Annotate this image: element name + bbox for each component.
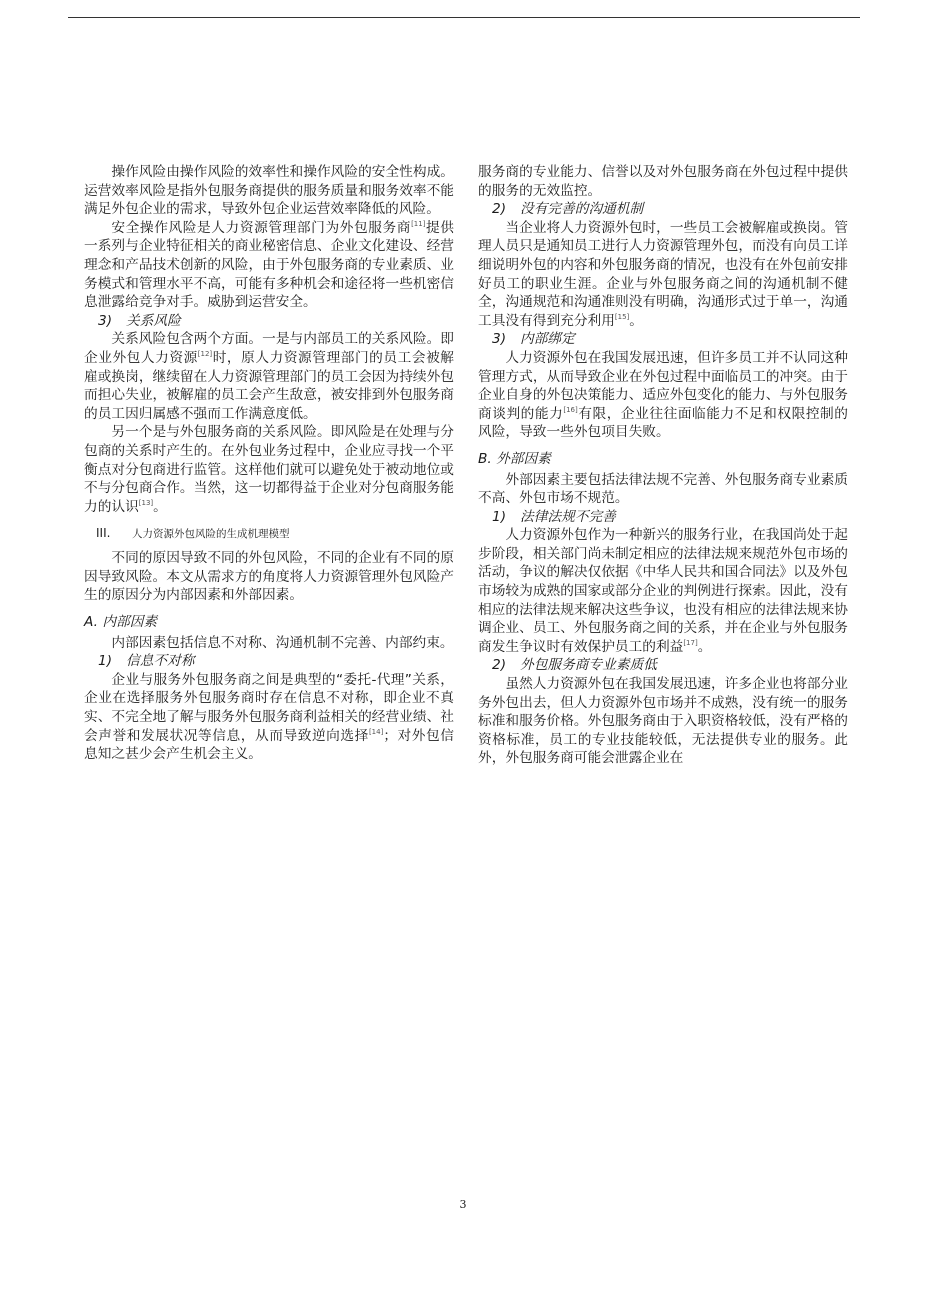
citation: [11] xyxy=(411,219,426,228)
paragraph: 外部因素主要包括法律法规不完善、外包服务商专业素质不高、外包市场不规范。 xyxy=(478,471,848,507)
paragraph: 不同的原因导致不同的外包风险，不同的企业有不同的原因导致风险。本文从需求方的角度将人力资源管理外包风险产生的原因分为内部因素和外部因素。 xyxy=(84,550,454,604)
paragraph: 人力资源外包作为一种新兴的服务行业，在我国尚处于起步阶段，相关部门尚未制定相应的法律法规来规范外包市场的活动，争议的解决仅依据《中华人民共和国合同法》以及外包市场较为成熟的国家或部分企业的判例进行探索。因此，没有相应的法律法规来解决这些争议，也没有相应的法律法规来协调企业、员工、外包服务商之间的关系，并在企业与外包服务商发生争议时有效保护员工的利益[17]。 xyxy=(478,527,848,655)
citation: [16] xyxy=(563,405,578,414)
subsection-heading: 3) 内部绑定 xyxy=(492,331,575,348)
left-column xyxy=(84,163,454,764)
subsection-heading: 2) 没有完善的沟通机制 xyxy=(492,201,644,218)
paragraph: 安全操作风险是人力资源管理部门为外包服务商[11]提供一系列与企业特征相关的商业秘密信息、企业文化建设、经营理念和产品技术创新的风险，由于外包服务商的专业素质、业务模式和管理水平不高，可能有多种机会和途径将一些机密信息泄露给竞争对手。威胁到运营安全。 xyxy=(84,219,454,311)
section-heading-a: A. 内部因素 xyxy=(84,614,158,631)
section-heading: III. 人力资源外包风险的生成机理模型 xyxy=(96,526,290,541)
section-heading-b: B. 外部因素 xyxy=(478,450,551,467)
header-rule xyxy=(68,17,860,18)
citation: [13] xyxy=(138,498,154,507)
citation: [14] xyxy=(368,727,384,736)
paragraph: 当企业将人力资源外包时，一些员工会被解雇或换岗。管理人员只是通知员工进行人力资源管理外包，而没有向员工详细说明外包的内容和外包服务商的情况，也没有在外包前安排好员工的职业生涯。企业与外包服务商之间的沟通机制不健全，沟通规范和沟通准则没有明确，沟通形式过于单一，沟通工具没有得到充分利用[15]。 xyxy=(478,219,848,329)
citation: [12] xyxy=(197,349,213,358)
paragraph: 操作风险由操作风险的效率性和操作风险的安全性构成。运营效率风险是指外包服务商提供的服务质量和服务效率不能满足外包企业的需求，导致外包企业运营效率降低的风险。 xyxy=(84,164,454,218)
paragraph: 服务商的专业能力、信誉以及对外包服务商在外包过程中提供的服务的无效监控。 xyxy=(478,164,848,199)
right-column xyxy=(478,163,848,768)
paragraph: 虽然人力资源外包在我国发展迅速，许多企业也将部分业务外包出去，但人力资源外包市场并不成熟，没有统一的服务标准和服务价格。外包服务商由于入职资格较低，没有严格的资格标准，员工的专业技能较低，无法提供专业的服务。此外，外包服务商可能会泄露企业在 xyxy=(478,676,848,767)
paragraph: 内部因素包括信息不对称、沟通机制不完善、内部约束。 xyxy=(111,634,454,651)
subsection-heading: 1) 信息不对称 xyxy=(98,653,195,670)
paragraph: 人力资源外包在我国发展迅速，但许多员工并不认同这种管理方式，从而导致企业在外包过程中面临员工的冲突。由于企业自身的外包决策能力、适应外包变化的能力、与外包服务商谈判的能力[16]有限，企业往往面临能力不足和权限控制的风险，导致一些外包项目失败。 xyxy=(478,349,848,441)
subsection-heading: 3) 关系风险 xyxy=(98,312,181,329)
paragraph: 关系风险包含两个方面。一是与内部员工的关系风险。即企业外包人力资源[12]时，原人力资源管理部门的员工会被解雇或换岗，继续留在人力资源管理部门的员工会因为持续外包而担心失业，被解雇的员工会产生敌意，被安排到外包服务商的员工因归属感不强而工作满意度低。 xyxy=(84,331,454,422)
page-number: 3 xyxy=(459,1198,467,1211)
subsection-heading: 1) 法律法规不完善 xyxy=(492,508,616,525)
paragraph: 企业与服务外包服务商之间是典型的“委托-代理”关系，企业在选择服务外包服务商时存在信息不对称，即企业不真实、不完全地了解与服务外包服务商利益相关的经营业绩、社会声誉和发展状况等信息，从而导致逆向选择[14]；对外包信息知之甚少会产生机会主义。 xyxy=(84,671,454,763)
citation: [17] xyxy=(683,638,698,647)
paragraph: 另一个是与外包服务商的关系风险。即风险是在处理与分包商的关系时产生的。在外包业务过程中，企业应寻找一个平衡点对分包商进行监管。这样他们就可以避免处于被动地位或不与分包商合作。当然，这一切都得益于企业对分包商服务能力的认识[13]。 xyxy=(84,424,454,515)
citation: [15] xyxy=(614,312,630,321)
subsection-heading: 2) 外包服务商专业素质低 xyxy=(492,657,657,674)
